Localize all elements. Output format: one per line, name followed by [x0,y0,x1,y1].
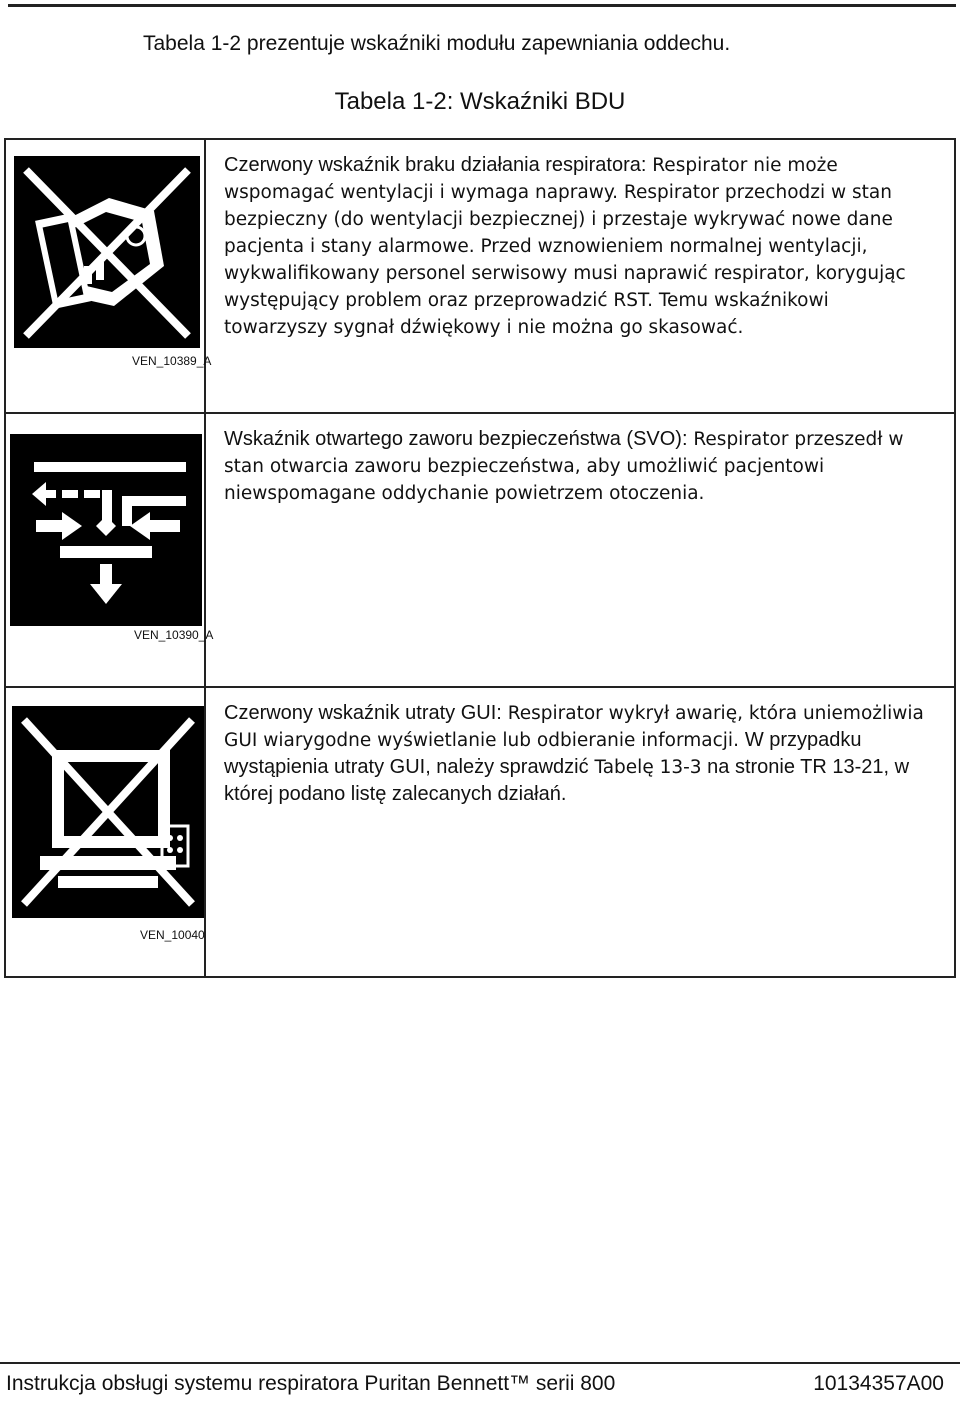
description-cell [205,413,955,687]
indicators-table [4,138,956,978]
description-cell [205,139,955,413]
indicator-description: Respirator wykrył awarię, która uniemożliwia GUI wiarygodne wyświetlanie lub odbieranie informacji. [224,703,924,751]
indicator-name: Czerwony wskaźnik utraty GUI: [224,702,502,724]
icon-cell [5,413,214,687]
indicator-action-text-end: na stronie TR 13-21, w której podano listę zalecanych działań. [224,756,910,805]
loss-of-gui-icon [12,706,204,918]
icon-cell [5,687,205,977]
footer-rule [0,1362,960,1364]
footer-part-number: 10134357A00 [813,1372,944,1395]
indicator-name: Wskaźnik otwartego zaworu bezpieczeństwa (SVO): [224,428,688,450]
description-cell [205,687,955,977]
table-reference-link[interactable]: Tabelę 13-3 [588,757,702,778]
table-row [5,139,955,413]
icon-cell [5,139,212,413]
table-row [5,687,955,977]
table-row [5,413,955,687]
image-code: VEN_10389_A [132,354,212,368]
table-title: Tabela 1-2: Wskaźniki BDU [334,88,626,115]
ventilator-inoperative-icon [14,156,200,348]
top-rule [8,4,956,7]
safety-valve-open-icon [10,434,202,626]
indicator-description: Respirator nie może wspomagać wentylacji i wymaga naprawy. Respirator przechodzi w stan bezpieczny (do wentylacji bezpiecznej) i przestaje wykrywać nowe dane pacjenta i stany alarmowe. Przed wznowieniem normalnej wentylacji, wykwalifikowany personel serwisowy musi naprawić respirator, korygując występujący problem oraz przeprowadzić RST. Temu wskaźnikowi towarzyszy sygnał dźwiękowy i nie można go skasować. [224,155,906,338]
indicator-action-text: W przypadku wystąpienia utraty GUI, należy sprawdzić [224,729,862,778]
indicator-description: Respirator przeszedł w stan otwarcia zaworu bezpieczeństwa, aby umożliwić pacjentowi niewspomagane oddychanie powietrzem otoczenia. [224,429,904,504]
intro-text: Tabela 1-2 prezentuje wskaźniki modułu zapewniania oddechu. [143,32,731,55]
image-code: VEN_10040 [140,928,205,942]
indicator-name: Czerwony wskaźnik braku działania respiratora: [224,154,647,176]
image-code: VEN_10390_A [134,628,214,642]
footer-manual-title: Instrukcja obsługi systemu respiratora Puritan Bennett™ serii 800 [6,1372,616,1395]
